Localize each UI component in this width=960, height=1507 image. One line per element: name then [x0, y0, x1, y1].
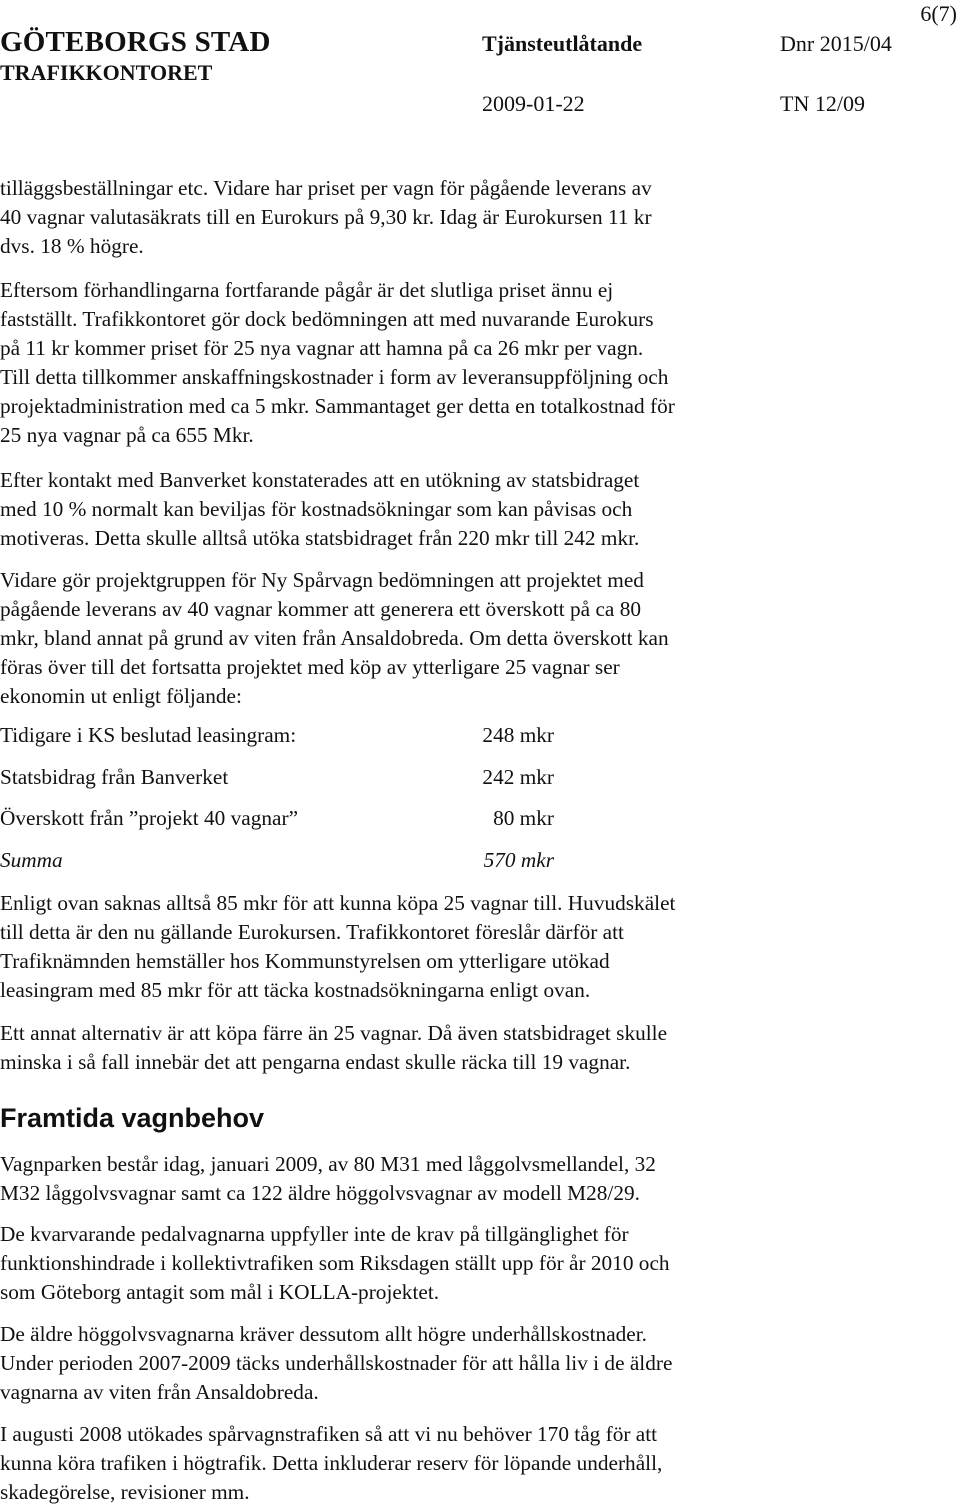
budget-value: 80 mkr: [493, 806, 554, 830]
office-name: TRAFIKKONTORET: [0, 60, 213, 85]
budget-label: Tidigare i KS beslutad leasingram:: [0, 723, 297, 747]
paragraph: [0, 566, 960, 711]
section-heading: Framtida vagnbehov: [0, 1103, 265, 1133]
text-line: fastställt. Trafikkontoret gör dock bedömningen att med nuvarande Eurokurs: [0, 307, 654, 331]
text-line: leasingram med 85 mkr för att täcka kostnadsökningarna enligt ovan.: [0, 978, 591, 1002]
text-line: funktionshindrade i kollektivtrafiken som Riksdagen ställt upp för år 2010 och: [0, 1251, 670, 1275]
text-line: vagnarna av viten från Ansaldobreda.: [0, 1380, 319, 1404]
text-line: 40 vagnar valutasäkrats till en Eurokurs på 9,30 kr. Idag är Eurokursen 11 kr: [0, 205, 652, 229]
paragraph: [0, 174, 960, 261]
text-line: M32 låggolvsvagnar samt ca 122 äldre höggolvsvagnar av modell M28/29.: [0, 1181, 640, 1205]
text-line: De äldre höggolvsvagnarna kräver dessutom allt högre underhållskostnader.: [0, 1322, 647, 1346]
paragraph: [0, 1320, 960, 1407]
text-line: Ett annat alternativ är att köpa färre än 25 vagnar. Då även statsbidraget skulle: [0, 1021, 668, 1045]
paragraph: [0, 1420, 960, 1507]
text-line: föras över till det fortsatta projektet med köp av ytterligare 25 vagnar ser: [0, 655, 620, 679]
text-line: Enligt ovan saknas alltså 85 mkr för att kunna köpa 25 vagnar till. Huvudskälet: [0, 891, 676, 915]
text-line: Vidare gör projektgruppen för Ny Spårvagn bedömningen att projektet med: [0, 568, 644, 592]
budget-label: Överskott från ”projekt 40 vagnar”: [0, 806, 299, 830]
text-line: med 10 % normalt kan beviljas för kostnadsökningar som kan påvisas och: [0, 497, 633, 521]
text-line: ekonomin ut enligt följande:: [0, 684, 242, 708]
budget-value: 248 mkr: [482, 723, 554, 747]
text-line: Efter kontakt med Banverket konstaterades att en utökning av statsbidraget: [0, 468, 640, 492]
text-line: Till detta tillkommer anskaffningskostnader i form av leveransuppföljning och: [0, 365, 669, 389]
paragraph: [0, 1220, 960, 1307]
text-line: 25 nya vagnar på ca 655 Mkr.: [0, 423, 254, 447]
budget-value: 242 mkr: [482, 765, 554, 789]
text-line: I augusti 2008 utökades spårvagnstrafiken så att vi nu behöver 170 tåg för att: [0, 1422, 658, 1446]
text-line: pågående leverans av 40 vagnar kommer att generera ett överskott på ca 80: [0, 597, 641, 621]
text-line: minska i så fall innebär det att pengarna endast skulle räcka till 19 vagnar.: [0, 1050, 631, 1074]
diary-number: Dnr 2015/04: [780, 31, 892, 56]
budget-label: Statsbidrag från Banverket: [0, 765, 229, 789]
text-line: projektadministration med ca 5 mkr. Sammantaget ger detta en totalkostnad för: [0, 394, 675, 418]
text-line: dvs. 18 % högre.: [0, 234, 144, 258]
text-line: kunna köra trafiken i högtrafik. Detta inkluderar reserv för löpande underhåll,: [0, 1451, 663, 1475]
paragraph: [0, 889, 960, 1005]
paragraph: [0, 466, 960, 553]
paragraph: [0, 1019, 960, 1077]
document-date: 2009-01-22: [482, 91, 585, 116]
text-line: på 11 kr kommer priset för 25 nya vagnar att hamna på ca 26 mkr per vagn.: [0, 336, 644, 360]
text-line: tilläggsbeställningar etc. Vidare har priset per vagn för pågående leverans av: [0, 176, 652, 200]
text-line: motiveras. Detta skulle alltså utöka statsbidraget från 220 mkr till 242 mkr.: [0, 526, 640, 550]
page-number: 6(7): [920, 1, 957, 26]
text-line: skadegörelse, revisioner mm.: [0, 1480, 250, 1504]
text-line: mkr, bland annat på grund av viten från Ansaldobreda. Om detta överskott kan: [0, 626, 669, 650]
paragraph: [0, 276, 960, 450]
text-line: som Göteborg antagit som mål i KOLLA-projektet.: [0, 1280, 440, 1304]
text-line: Vagnparken består idag, januari 2009, av 80 M31 med låggolvsmellandel, 32: [0, 1152, 656, 1176]
text-line: Eftersom förhandlingarna fortfarande pågår är det slutliga priset ännu ej: [0, 278, 614, 302]
paragraph: [0, 1150, 960, 1208]
budget-sum-value: 570 mkr: [483, 848, 554, 872]
text-line: Trafiknämnden hemställer hos Kommunstyrelsen om ytterligare utökad: [0, 949, 610, 973]
text-line: Under perioden 2007-2009 täcks underhållskostnader för att hålla liv i de äldre: [0, 1351, 673, 1375]
document-type: Tjänsteutlåtande: [482, 31, 643, 56]
text-line: till detta är den nu gällande Eurokursen. Trafikkontoret föreslår därför att: [0, 920, 624, 944]
city-title: GÖTEBORGS STAD: [0, 26, 271, 58]
text-line: De kvarvarande pedalvagnarna uppfyller inte de krav på tillgänglighet för: [0, 1222, 629, 1246]
tn-number: TN 12/09: [780, 91, 865, 116]
budget-sum-label: Summa: [0, 848, 63, 872]
